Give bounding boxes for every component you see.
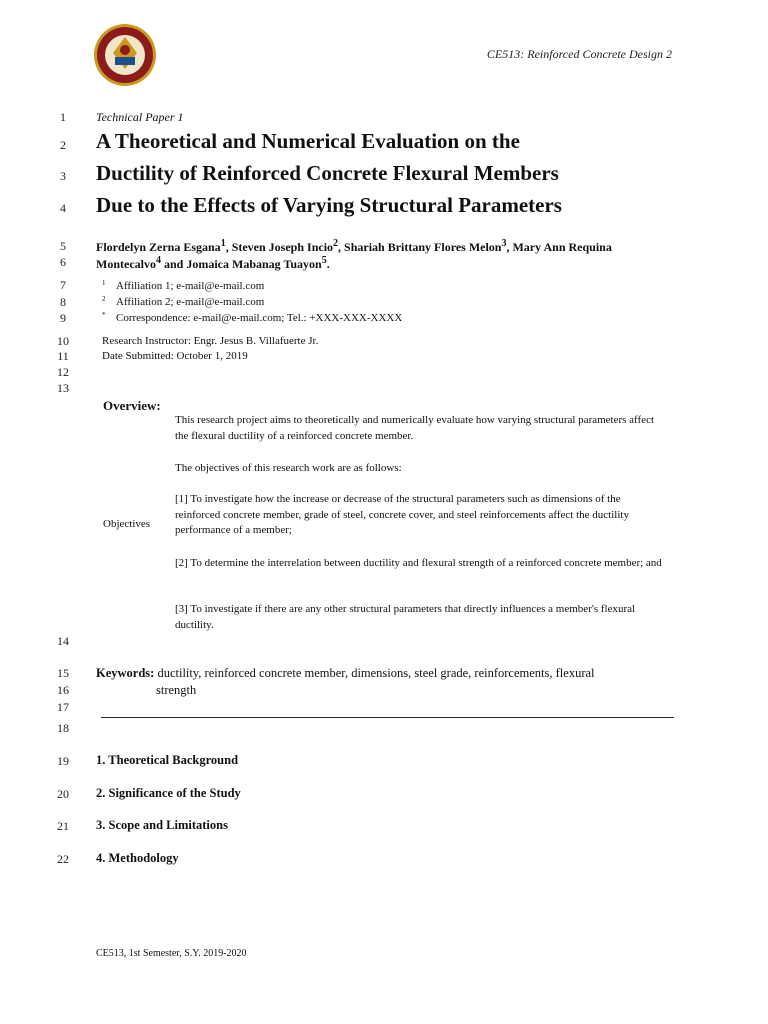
objective-2: [2] To determine the interrelation between ductility and flexural strength of a reinforced concrete member; and — [175, 557, 662, 569]
line-number: 19 — [57, 754, 69, 768]
objective-3: [3] To investigate if there are any other structural parameters that directly influences a member's flexural ductility. — [175, 603, 636, 631]
line-number: 18 — [57, 721, 69, 735]
line-number: 9 — [60, 311, 66, 325]
line-number: 21 — [57, 819, 69, 833]
keywords-text: ductility, reinforced concrete member, dimensions, steel grade, reinforcements, flexural — [157, 666, 595, 680]
section-heading: 4. Methodology — [96, 851, 179, 865]
section-heading: 1. Theoretical Background — [96, 753, 239, 767]
line-number: 4 — [60, 201, 66, 215]
objective-1: [1] To investigate how the increase or decrease of the structural parameters such as dimensions of the reinforced concrete member, grade of steel, concrete cover, and steel reinforcements affect the ductility performance of a member; — [175, 493, 629, 536]
keywords — [96, 665, 672, 682]
line-number: 20 — [57, 787, 69, 801]
line-number: 11 — [57, 349, 69, 363]
overview-paragraph: The objectives of this research work are as follows: — [175, 462, 402, 474]
course-header: CE513: Reinforced Concrete Design 2 — [486, 47, 672, 61]
line-number: 7 — [60, 278, 66, 292]
paper-title-line: A Theoretical and Numerical Evaluation on the — [96, 129, 520, 153]
affiliation-1: $^1$ Affiliation 1; e-mail@e-mail.com — [102, 279, 265, 292]
keywords-text-cont: strength — [156, 683, 197, 697]
line-number: 14 — [57, 634, 69, 648]
objectives-label: Objectives — [103, 518, 151, 530]
divider — [101, 717, 674, 718]
line-number: 16 — [57, 683, 69, 697]
paper-type: Technical Paper 1 — [96, 110, 184, 124]
line-number: 10 — [57, 334, 69, 348]
line-number: 1 — [60, 110, 66, 124]
line-number: 12 — [57, 365, 69, 379]
section-heading: 3. Scope and Limitations — [96, 818, 228, 832]
line-number: 2 — [60, 138, 66, 152]
section-heading: 2. Significance of the Study — [96, 786, 241, 800]
line-number: 3 — [60, 169, 66, 183]
line-number: 8 — [60, 295, 66, 309]
line-number: 6 — [60, 255, 66, 269]
date-submitted: Date Submitted: October 1, 2019 — [102, 350, 248, 362]
affiliation-2: $^2$ Affiliation 2; e-mail@e-mail.com — [102, 295, 265, 308]
correspondence: * Correspondence: e-mail@e-mail.com; Tel.: +XXX-XXX-XXXX — [102, 311, 403, 324]
page-footer: CE513, 1st Semester, S.Y. 2019-2020 — [96, 948, 247, 959]
line-number: 13 — [57, 381, 69, 395]
overview-label: Overview: — [103, 398, 161, 413]
author-list-cont: Montecalvo$^4$ and Jomaica Mabanag Tuayon$^5$. — [96, 255, 330, 271]
paper-title-line: Due to the Effects of Varying Structural Parameters — [96, 193, 562, 217]
research-instructor: Research Instructor: Engr. Jesus B. Villafuerte Jr. — [102, 335, 319, 347]
overview-paragraph: This research project aims to theoretically and numerically evaluate how varying structural parameters affect the flexural ductility of a reinforced concrete member. — [175, 414, 655, 442]
keywords-label: Keywords: — [96, 666, 155, 680]
author-list: Flordelyn Zerna Esgana$^1$, Steven Joseph Incio$^2$, Shariah Brittany Flores Melon$^3$, Mary Ann Requina — [96, 238, 612, 254]
university-seal-logo — [93, 23, 157, 87]
line-number: 17 — [57, 700, 69, 714]
line-number: 5 — [60, 239, 66, 253]
line-number: 22 — [57, 852, 69, 866]
paper-title-line: Ductility of Reinforced Concrete Flexural Members — [96, 161, 559, 185]
line-number: 15 — [57, 666, 69, 680]
